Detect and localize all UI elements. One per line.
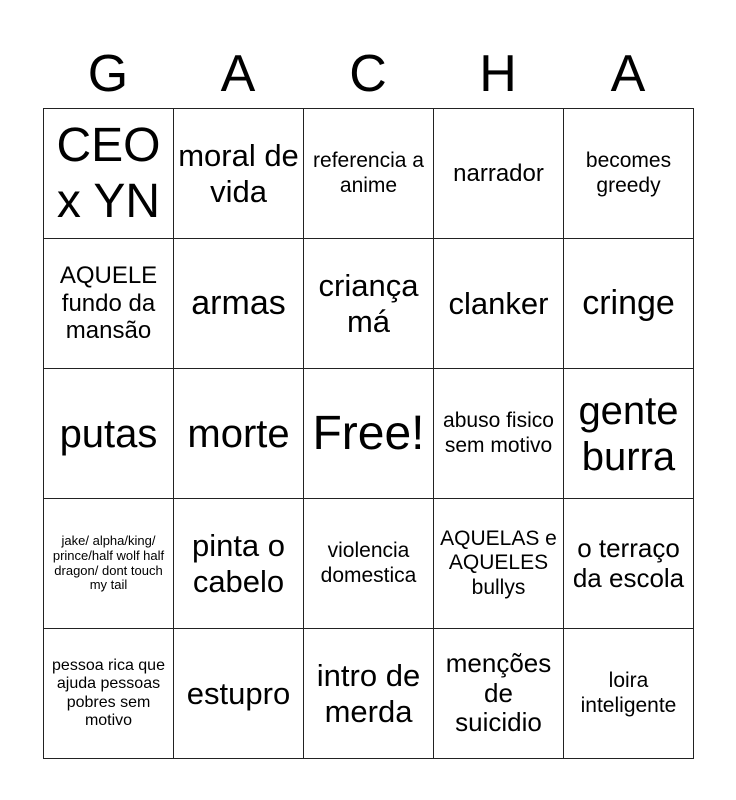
- bingo-cell[interactable]: gente burra: [564, 369, 694, 499]
- header-letter-a: A: [220, 45, 256, 103]
- bingo-cell[interactable]: armas: [174, 239, 304, 369]
- bingo-row: [44, 369, 694, 499]
- bingo-cell[interactable]: AQUELE fundo da mansão: [44, 239, 174, 369]
- bingo-cell[interactable]: becomes greedy: [564, 109, 694, 239]
- bingo-row: [44, 629, 694, 759]
- bingo-cell[interactable]: jake/ alpha/king/ prince/half wolf half dragon/ dont touch my tail: [44, 499, 174, 629]
- free-cell[interactable]: Free!: [304, 369, 434, 499]
- bingo-row: [44, 109, 694, 239]
- bingo-cell[interactable]: menções de suicidio: [434, 629, 564, 759]
- bingo-cell[interactable]: abuso fisico sem motivo: [434, 369, 564, 499]
- bingo-cell[interactable]: pinta o cabelo: [174, 499, 304, 629]
- bingo-cell[interactable]: CEO x YN: [44, 109, 174, 239]
- header-letter-h: H: [479, 45, 517, 103]
- bingo-cell[interactable]: loira inteligente: [564, 629, 694, 759]
- bingo-cell[interactable]: putas: [44, 369, 174, 499]
- bingo-grid: [43, 108, 694, 759]
- header-letter-a2: A: [610, 45, 646, 103]
- bingo-cell[interactable]: pessoa rica que ajuda pessoas pobres sem motivo: [44, 629, 174, 759]
- bingo-cell[interactable]: clanker: [434, 239, 564, 369]
- bingo-cell[interactable]: criança má: [304, 239, 434, 369]
- bingo-header: [43, 40, 693, 108]
- bingo-row: [44, 239, 694, 369]
- bingo-cell[interactable]: moral de vida: [174, 109, 304, 239]
- bingo-cell[interactable]: referencia a anime: [304, 109, 434, 239]
- bingo-cell[interactable]: violencia domestica: [304, 499, 434, 629]
- bingo-cell[interactable]: narrador: [434, 109, 564, 239]
- bingo-cell[interactable]: morte: [174, 369, 304, 499]
- bingo-cell[interactable]: intro de merda: [304, 629, 434, 759]
- header-letter-c: C: [349, 45, 387, 103]
- bingo-cell[interactable]: cringe: [564, 239, 694, 369]
- bingo-cell[interactable]: o terraço da escola: [564, 499, 694, 629]
- header-letter-g: G: [87, 45, 129, 103]
- bingo-row: [44, 499, 694, 629]
- bingo-cell[interactable]: estupro: [174, 629, 304, 759]
- bingo-cell[interactable]: AQUELAS e AQUELES bullys: [434, 499, 564, 629]
